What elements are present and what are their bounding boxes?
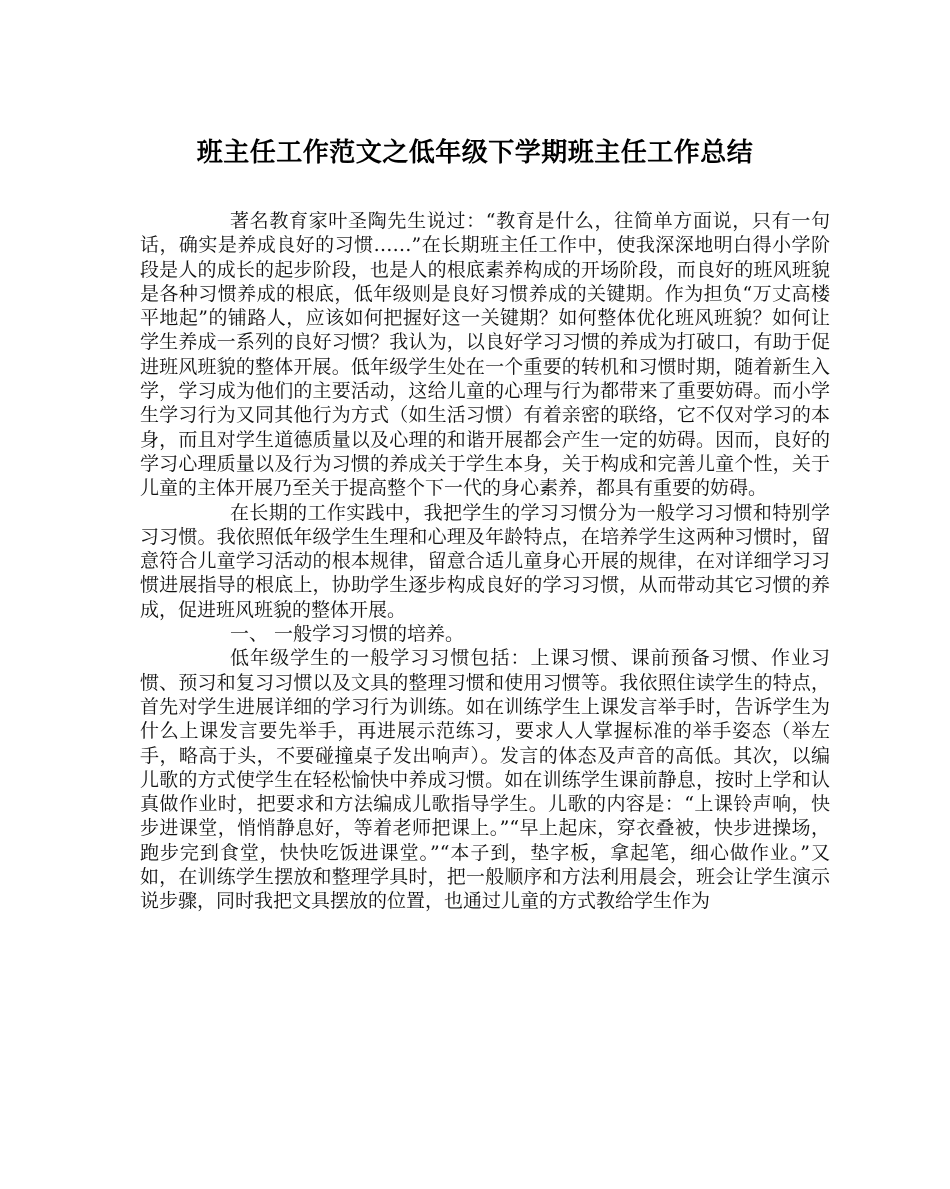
document-body: [140, 209, 830, 914]
section-heading-general-habits: 一、 一般学习习惯的培养。: [230, 623, 465, 646]
paragraph-practice: 在长期的工作实践中，我把学生的学习习惯分为一般学习习惯和特别学习习惯。我依照低年级学生生理和心理及年龄特点，在培养学生这两种习惯时，留意符合儿童学习活动的根本规律，留意合适儿童身心开展的规律，在对详细学习习惯进展指导的根底上，协助学生逐步构成良好的学习习惯，从而带动其它习惯的养成，促进班风班貌的整体开展。: [140, 501, 830, 621]
paragraph-general-habits: 低年级学生的一般学习习惯包括：上课习惯、课前预备习惯、作业习惯、预习和复习习惯以及文具的整理习惯和使用习惯等。我依照住读学生的特点，首先对学生进展详细的学习行为训练。如在训练学生上课发言举手时，告诉学生为什么上课发言要先举手，再进展示范练习，要求人人掌握标准的举手姿态（举左手，略高于头，不要碰撞桌子发出响声）。发言的体态及声音的高低。其次，以编儿歌的方式使学生在轻松愉快中养成习惯。如在训练学生课前静息，按时上学和认真做作业时，把要求和方法编成儿歌指导学生。儿歌的内容是：“上课铃声响，快步进课堂，悄悄静息好，等着老师把课上。”“早上起床，穿衣叠被，快步进操场，跑步完到食堂，快快吃饭进课堂。”“本子到，垫字板，拿起笔，细心做作业。”又如，在训练学生摆放和整理学具时，把一般顺序和方法利用晨会，班会让学生演示说步骤，同时我把文具摆放的位置，也通过儿童的方式教给学生作为: [140, 647, 830, 913]
document-title: 班主任工作范文之低年级下学期班主任工作总结: [196, 138, 754, 168]
paragraph-intro: 著名教育家叶圣陶先生说过：“教育是什么，往简单方面说，只有一句话，确实是养成良好的习惯……”在长期班主任工作中，使我深深地明白得小学阶段是人的成长的起步阶段，也是人的根底素养构成的开场阶段，而良好的班风班貌是各种习惯养成的根底，低年级则是良好习惯养成的关键期。作为担负“万丈高楼平地起”的铺路人，应该如何把握好这一关键期？如何整体优化班风班貌？如何让学生养成一系列的良好习惯？我认为，以良好学习习惯的养成为打破口，有助于促进班风班貌的整体开展。低年级学生处在一个重要的转机和习惯时期，随着新生入学，学习成为他们的主要活动，这给儿童的心理与行为都带来了重要妨碍。而小学生学习行为又同其他行为方式（如生活习惯）有着亲密的联络，它不仅对学习的本身，而且对学生道德质量以及心理的和谐开展都会产生一定的妨碍。因而，良好的学习心理质量以及行为习惯的养成关于学生本身，关于构成和完善儿童个性，关于儿童的主体开展乃至关于提高整个下一代的身心素养，都具有重要的妨碍。: [140, 210, 830, 500]
